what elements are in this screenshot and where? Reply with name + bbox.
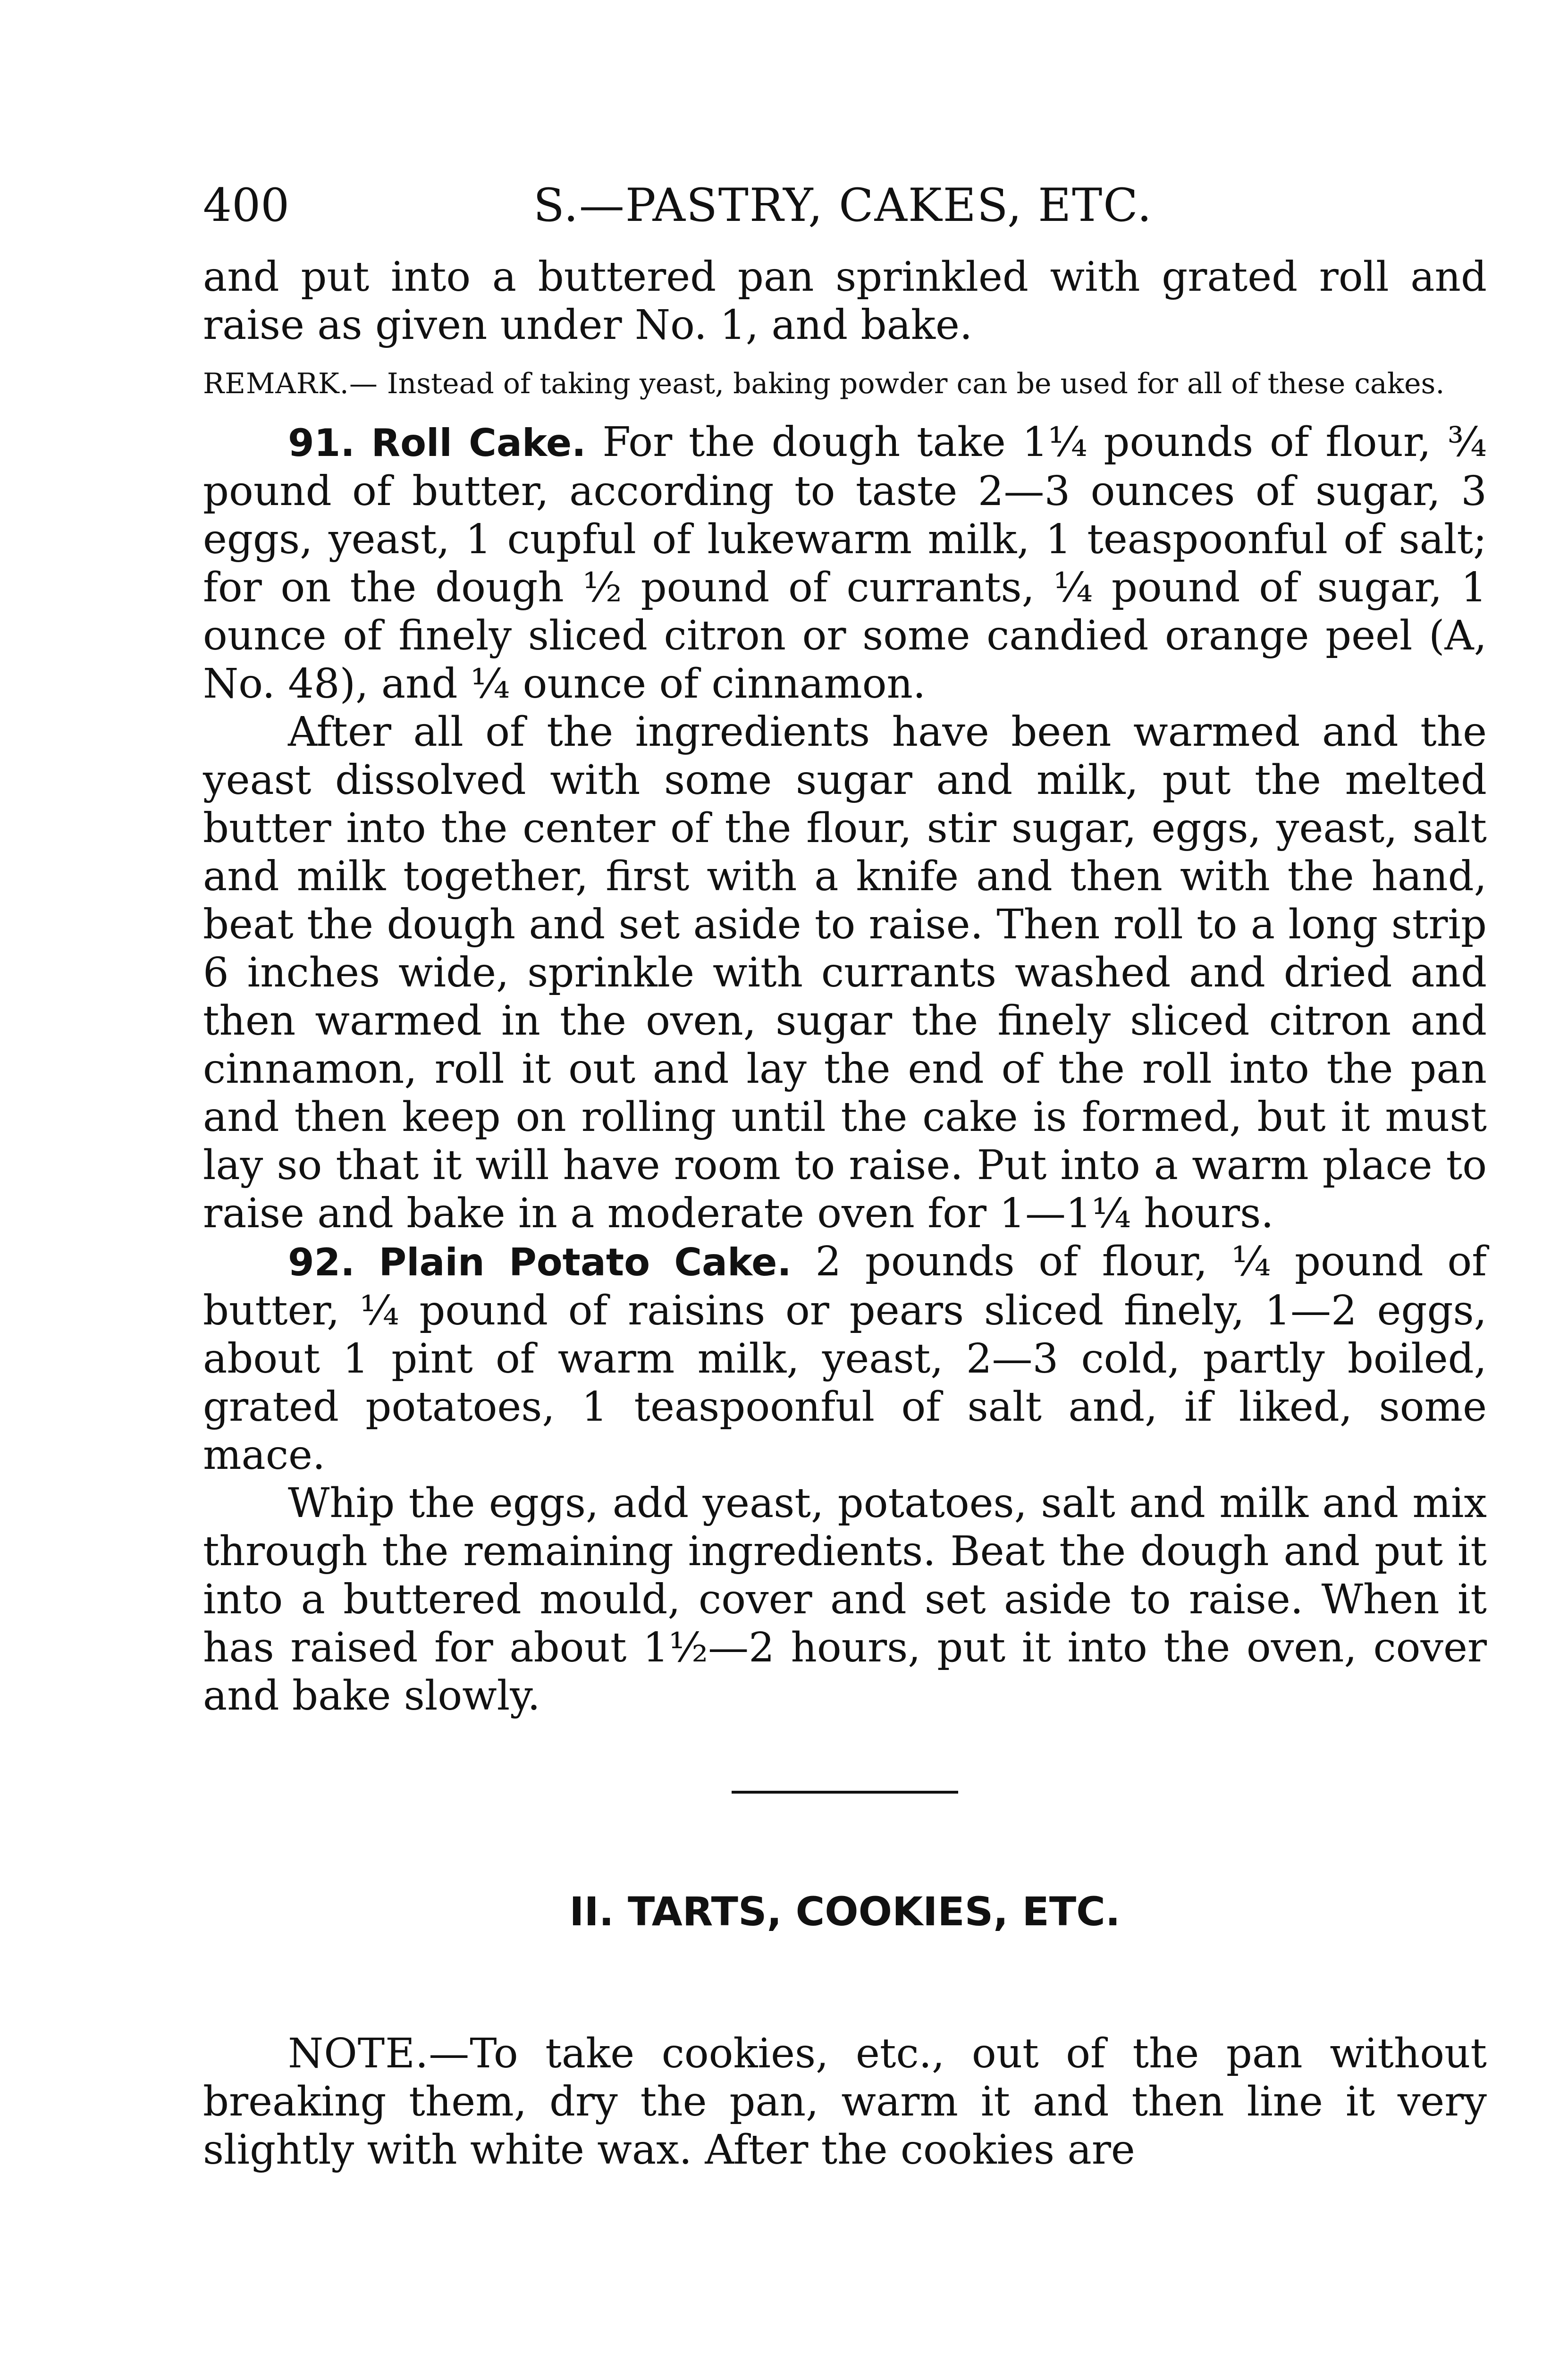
remark-paragraph <box>203 365 1487 402</box>
recipe-92-number: 92. <box>288 1240 355 1284</box>
note-label: NOTE.— <box>288 2030 470 2077</box>
note-block <box>203 2030 1487 2174</box>
remark-label: REMARK.— <box>203 367 378 400</box>
recipe-91-ingredients-paragraph <box>203 418 1487 708</box>
recipe-91-title: Roll Cake. <box>371 421 586 465</box>
section-divider <box>732 1791 958 1794</box>
recipe-91-number: 91. <box>288 421 355 465</box>
running-header <box>203 179 1487 231</box>
recipe-92-ingredients: 2 pounds of flour, ¼ pound of butter, ¼ pound of raisins or pears sliced finely, 1—2 eggs, about 1 pint of warm milk, yeast, 2—3 cold, partly boiled, grated potatoes, 1 teaspoonful of salt and, if liked, some mace. <box>203 1238 1487 1479</box>
recipe-91-ingredients: For the dough take 1¼ pounds of flour, ¾ pound of butter, according to taste 2—3 ounces of sugar, 3 eggs, yeast, 1 cupful of lukewarm milk, 1 teaspoonful of salt; for on the dough ½ pound of currants, ¼ pound of sugar, 1 ounce of finely sliced citron or some candied orange peel (A, No. 48), and ¼ ounce of cinnamon. <box>203 419 1487 708</box>
remark-text: Instead of taking yeast, baking powder can be used for all of these cakes. <box>378 367 1445 400</box>
continuation-paragraph: and put into a buttered pan sprinkled with grated roll and raise as given under No. 1, and bake. <box>203 253 1487 349</box>
recipe-92-method: Whip the eggs, add yeast, potatoes, salt and milk and mix through the remaining ingredients. Beat the dough and put it into a buttered mould, cover and set aside to raise. When it has raised for about 1½—2 hours, put it into the oven, cover and bake slowly. <box>203 1480 1487 1719</box>
note-text: To take cookies, etc., out of the pan without breaking them, dry the pan, warm it and then line it very slightly with white wax. After the cookies are <box>203 2030 1487 2174</box>
recipe-91-method: After all of the ingredients have been warmed and the yeast dissolved with some sugar and milk, put the melted butter into the center of the flour, stir sugar, eggs, yeast, salt and milk together, first with a knife and then with the hand, beat the dough and set aside to raise. Then roll to a long strip 6 inches wide, sprinkle with currants washed and dried and then warmed in the oven, sugar the finely sliced citron and cinnamon, roll it out and lay the end of the roll into the pan and then keep on rolling until the cake is formed, but it must lay so that it will have room to raise. Put into a warm place to raise and bake in a moderate oven for 1—1¼ hours. <box>203 708 1487 1237</box>
section-heading: II. TARTS, COOKIES, ETC. <box>569 1888 1121 1935</box>
recipe-92-ingredients-paragraph <box>203 1238 1487 1479</box>
book-page <box>203 179 1487 2174</box>
note-paragraph <box>203 2030 1487 2174</box>
recipe-92-title: Plain Potato Cake. <box>379 1240 792 1284</box>
body-text <box>203 253 1487 349</box>
page-number: 400 <box>203 179 290 232</box>
running-title: S.—PASTRY, CAKES, ETC. <box>533 179 1153 232</box>
recipe-91 <box>203 418 1487 1238</box>
recipe-92 <box>203 1238 1487 1720</box>
